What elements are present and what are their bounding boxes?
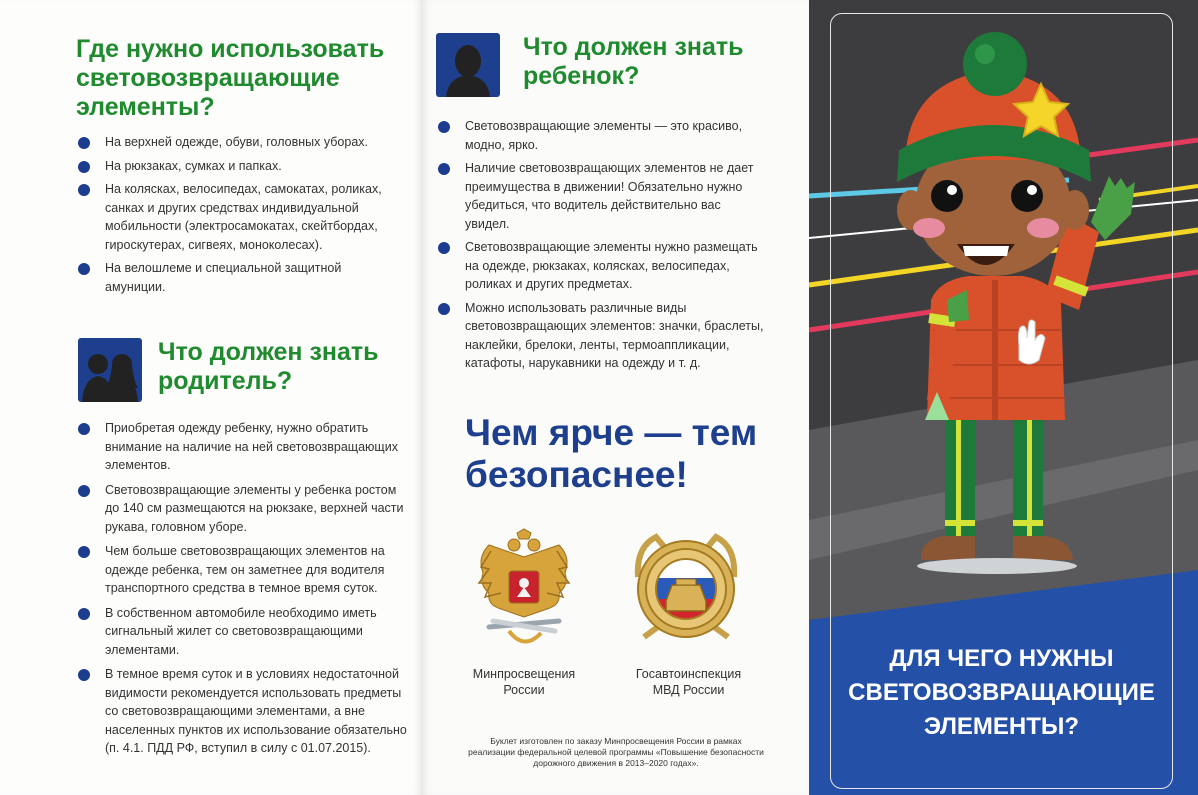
where-to-use-list <box>78 133 393 301</box>
footnote: Буклет изготовлен по заказу Минпросвещения России в рамках реализации федеральной целевой программы «Повышение безопасности дорожного движения в 2013–2020 годах». <box>468 736 764 768</box>
bullet-icon <box>78 161 90 173</box>
list-item: Приобретая одежду ребенку, нужно обратить внимание на наличие на ней световозвращающих элементов. <box>78 419 408 475</box>
emblem-left-caption: Минпросвещения России <box>472 667 576 697</box>
cover-title: ДЛЯ ЧЕГО НУЖНЫ СВЕТОВОЗВРАЩАЮЩИЕ ЭЛЕМЕНТЫ? <box>848 645 1155 740</box>
list-item: На верхней одежде, обуви, головных уборах. <box>78 133 393 152</box>
parent-list <box>78 419 408 763</box>
list-item: Можно использовать различные виды световозвращающих элементов: значки, браслеты, наклейки, брелоки, ленты, термоаппликации, катафоты, нарукавники на одежду и т. д. <box>438 299 768 373</box>
list-item: Световозвращающие элементы — это красиво, модно, ярко. <box>438 117 768 154</box>
bullet-icon <box>78 485 90 497</box>
bullet-icon <box>78 184 90 196</box>
child-icon <box>436 33 500 97</box>
panel-middle <box>421 0 809 795</box>
heading-parent: Что должен знать родитель? <box>158 338 379 395</box>
child-list <box>438 117 768 378</box>
panel-left <box>0 0 421 795</box>
heading-child: Что должен знать ребенок? <box>523 33 744 90</box>
bullet-icon <box>78 546 90 558</box>
bullet-icon <box>78 263 90 275</box>
list-item: Световозвращающие элементы нужно размещать на одежде, рюкзаках, колясках, велосипедах, роликах и других предметах. <box>438 238 768 294</box>
list-item: Световозвращающие элементы у ребенка ростом до 140 см размещаются на рюкзаке, верхней части рукава, головном уборе. <box>78 481 408 537</box>
heading-where-to-use: Где нужно использовать световозвращающие элементы? <box>76 35 385 121</box>
bullet-icon <box>78 423 90 435</box>
bullet-icon <box>438 163 450 175</box>
list-item: В темное время суток и в условиях недостаточной видимости рекомендуется использовать предметы со световозвращающими элементами, а вне населенных пунктов их использование обязательно (п. 4.1. ПДД РФ, вступил в силу с 01.07.2015). <box>78 665 408 758</box>
list-item: На колясках, велосипедах, самокатах, роликах, санках и других средствах индивидуальной мобильности (электросамокатах, скейтбордах, гироскутерах, сигвеях, моноколесах). <box>78 180 393 254</box>
list-item: На велошлеме и специальной защитной амуниции. <box>78 259 393 296</box>
bullet-icon <box>78 669 90 681</box>
gai-emblem-icon <box>626 527 746 652</box>
list-item: Чем больше световозвращающих элементов на одежде ребенка, тем он заметнее для водителя транспортного средства в темное время суток. <box>78 542 408 598</box>
emblem-right-caption: Госавтоинспекция МВД России <box>635 667 742 697</box>
list-item: В собственном автомобиле необходимо иметь сигнальный жилет со световозвращающими элементами. <box>78 604 408 660</box>
slogan: Чем ярче — тем безопаснее! <box>465 412 758 495</box>
bullet-icon <box>78 608 90 620</box>
bullet-icon <box>438 242 450 254</box>
bullet-icon <box>438 121 450 133</box>
minprosvescheniya-emblem-icon <box>469 527 579 655</box>
panel-cover <box>809 0 1198 795</box>
list-item: Наличие световозвращающих элементов не дает преимущества в движении! Обязательно нужно убедиться, что водитель действительно вас увидел. <box>438 159 768 233</box>
parents-icon <box>78 338 142 402</box>
bullet-icon <box>438 303 450 315</box>
list-item: На рюкзаках, сумках и папках. <box>78 157 393 176</box>
bullet-icon <box>78 137 90 149</box>
